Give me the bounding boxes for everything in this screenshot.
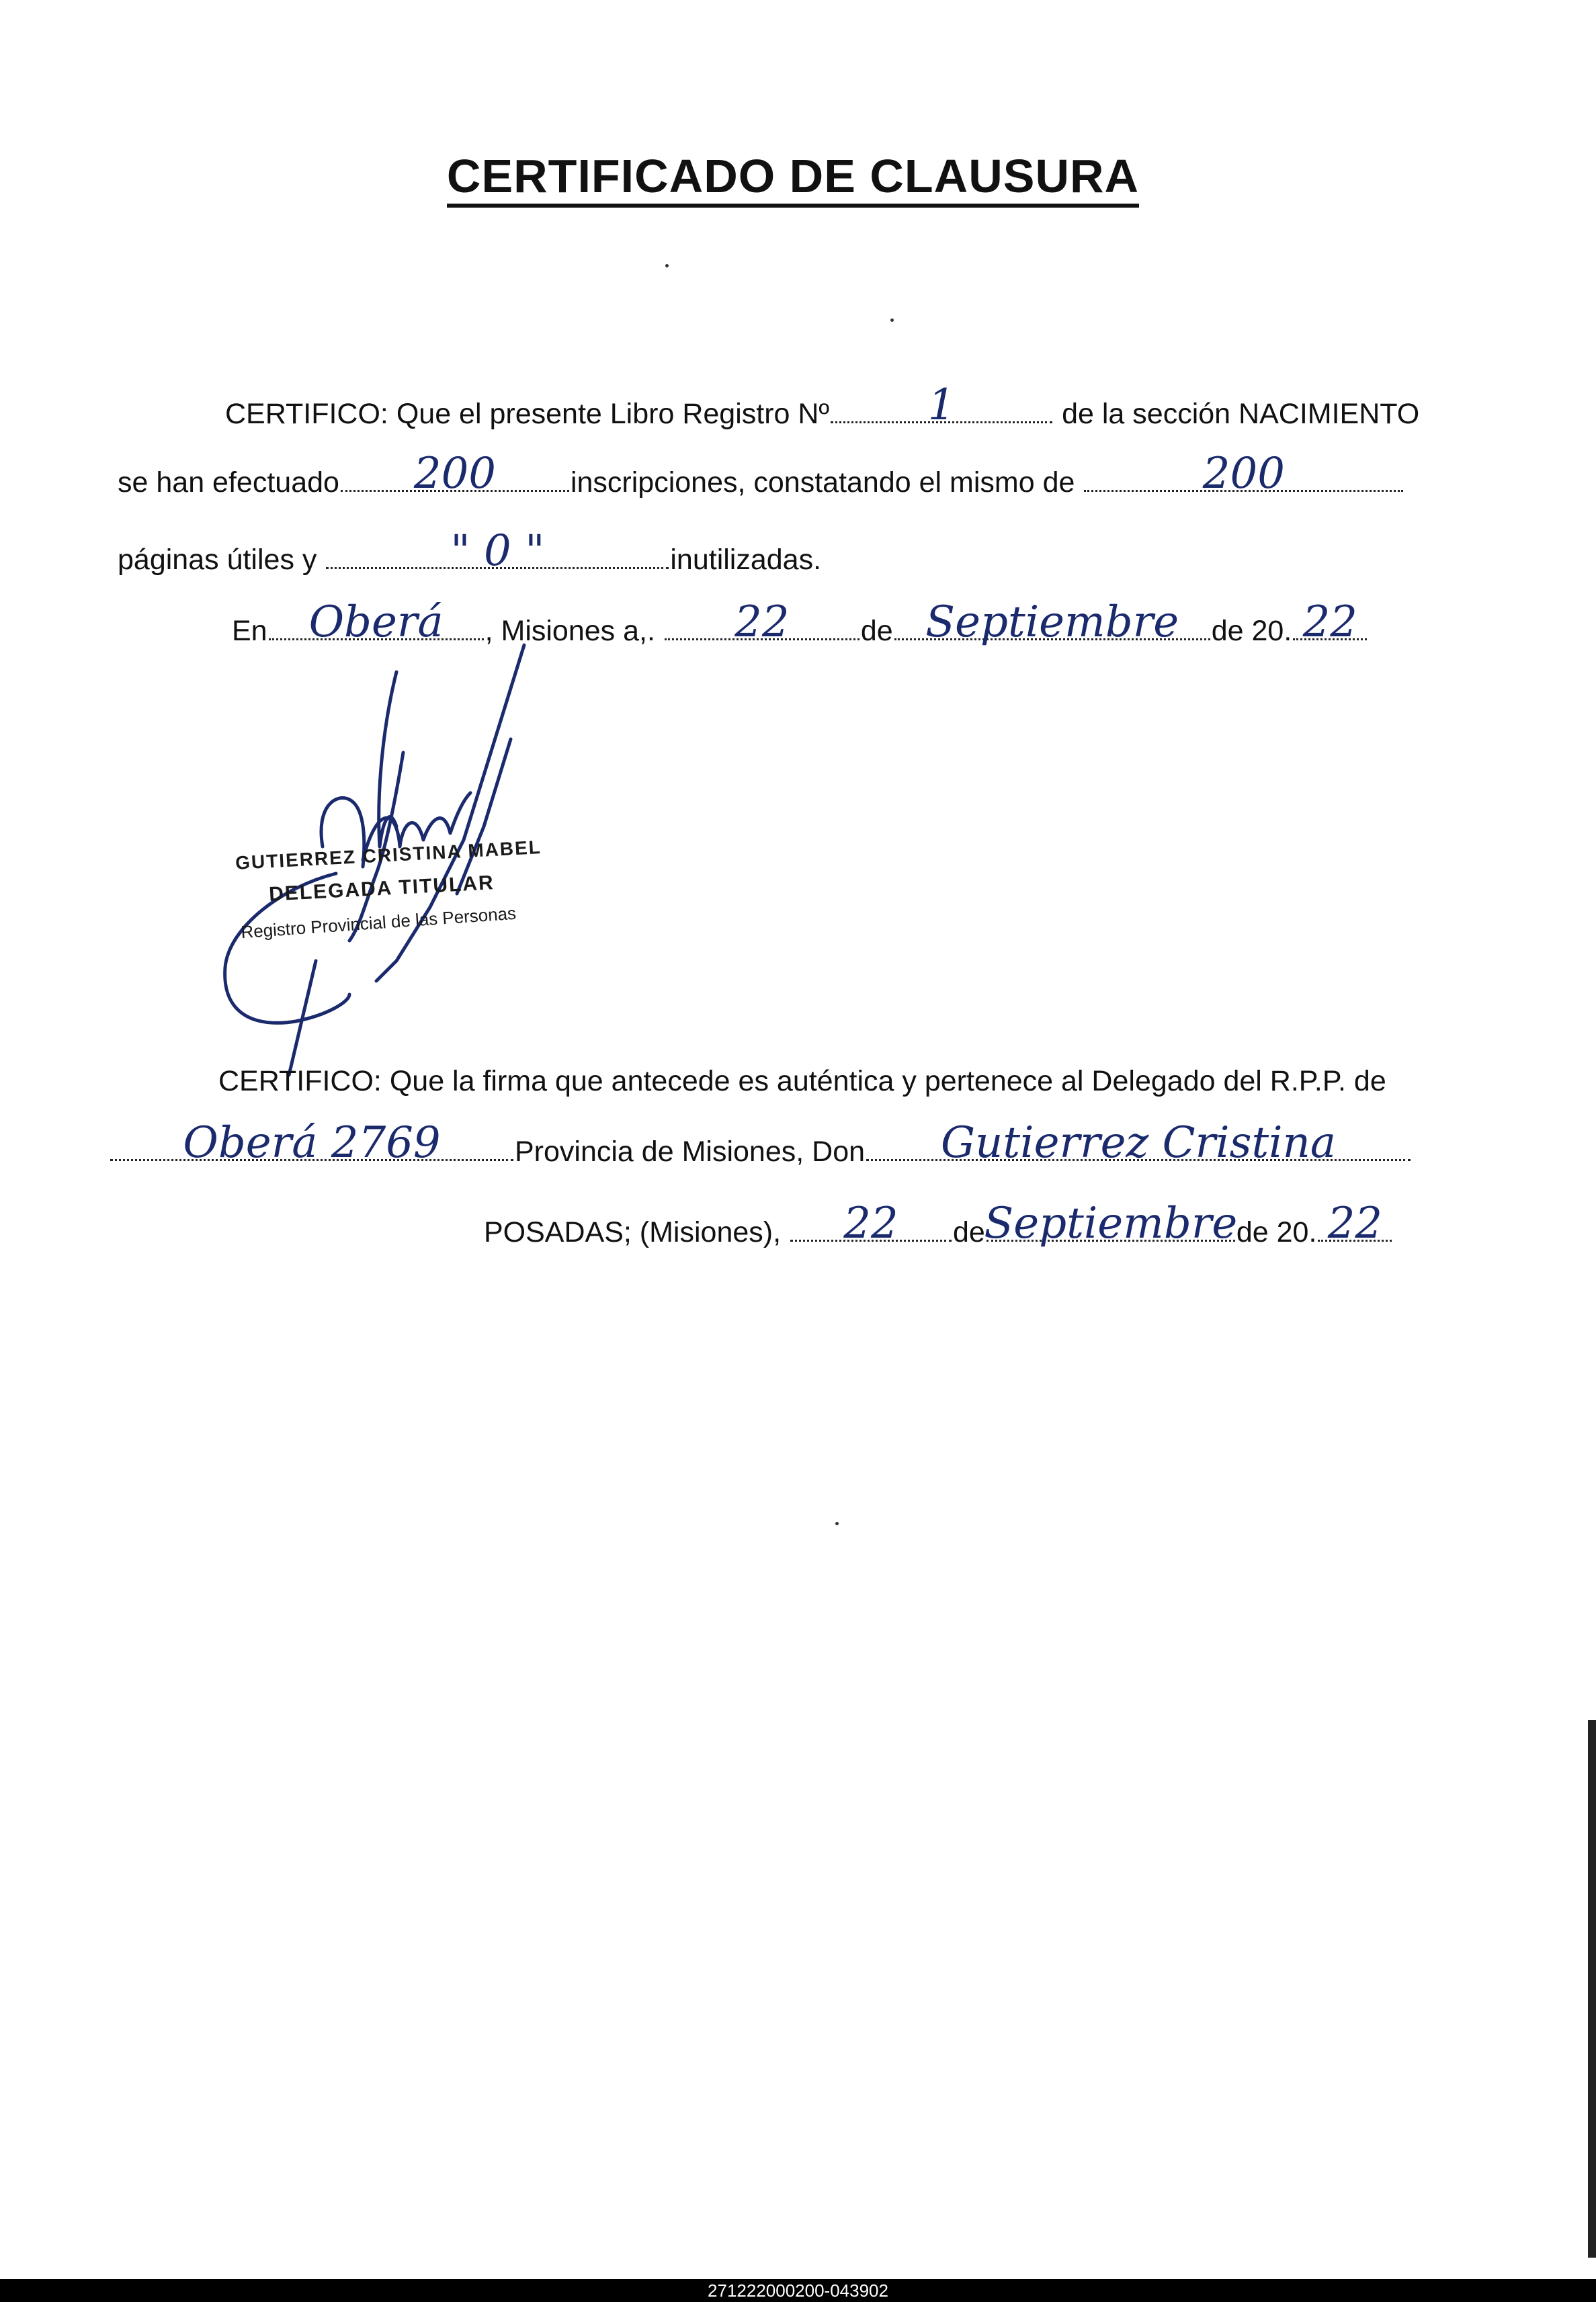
day2-handwritten: 22 (843, 1199, 898, 1248)
year2-handwritten: 22 (1327, 1199, 1383, 1248)
pages-handwritten: 200 (1202, 449, 1285, 499)
person-handwritten: Gutierrez Cristina (941, 1118, 1337, 1168)
scan-speck (665, 264, 669, 267)
scan-speck (835, 1522, 839, 1525)
para2-line1: CERTIFICO: Que la firma que antecede es auténtica y pertenece al Delegado del R.P.P. de (218, 1065, 1386, 1097)
para2-line3: POSADAS; (Misiones), 22 de Septiembre de 20. 22 (484, 1218, 1393, 1247)
stamp-role: DELEGADA TITULAR (268, 871, 495, 906)
para1-line3: páginas útiles y " 0 " inutilizadas. (118, 526, 822, 576)
book-number-handwritten: 1 (927, 380, 956, 430)
scan-edge (1588, 1720, 1596, 2258)
para1-line1: CERTIFICO: Que el presente Libro Registro Nº 1 de la sección NACIMIENTO (225, 380, 1420, 430)
para1-line2: se han efectuado 200 inscripciones, constatando el mismo de 200 (118, 468, 1404, 497)
day-handwritten: 22 (734, 597, 790, 647)
para1-line4: En Oberá , Misiones a,. 22 de Septiembre de 20. 22 (232, 617, 1368, 646)
stamp-office: Registro Provincial de las Personas (240, 902, 517, 943)
footer-code: 271222000200-043902 (0, 2279, 1596, 2302)
year-handwritten: 22 (1302, 597, 1358, 647)
inscriptions-handwritten: 200 (413, 449, 497, 499)
unusable-handwritten: " 0 " (450, 526, 545, 576)
scan-speck (890, 318, 894, 322)
stamp-name: GUTIERREZ CRISTINA MABEL (235, 837, 542, 873)
month2-handwritten: Septiembre (984, 1199, 1238, 1248)
document-title: CERTIFICADO DE CLAUSURA (0, 149, 1586, 203)
month-handwritten: Septiembre (925, 597, 1179, 647)
city-code-handwritten: Oberá 2769 (183, 1118, 441, 1168)
para2-line2: Oberá 2769 Provincia de Misiones, Don Gutierrez Cristina (109, 1138, 1412, 1166)
city-handwritten: Oberá (308, 597, 444, 647)
